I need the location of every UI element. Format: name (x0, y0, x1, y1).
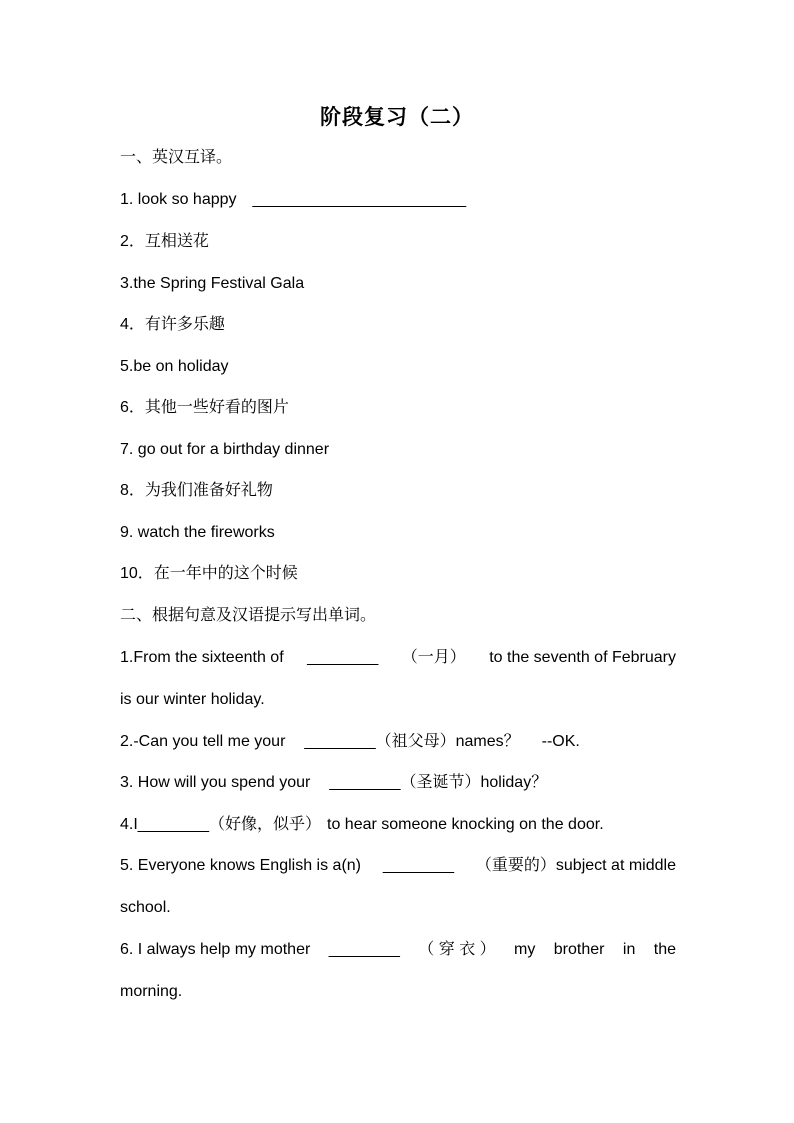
item-1-text: 1. look so happy (120, 191, 237, 208)
q1-text-a: 1.From the sixteenth of (120, 649, 284, 666)
q6-word-3: in (622, 941, 636, 958)
list-item: 9. watch the fireworks (120, 524, 275, 541)
list-item: 10．在一年中的这个时候 (120, 565, 298, 582)
answer-blank: ________ (328, 941, 400, 958)
q2-hint: （祖父母）names？ (375, 733, 520, 750)
q6-word-1: my (514, 941, 536, 958)
q2-text-a: 2.-Can you tell me your (120, 733, 286, 750)
list-item: 5.be on holiday (120, 358, 229, 375)
question-5-line-2: school. (120, 899, 171, 916)
q4-text-b: to hear someone knocking on the door. (327, 816, 604, 833)
q6-hint: （ 穿 衣 ） (418, 941, 496, 958)
answer-blank: ________________________ (252, 191, 467, 208)
q6-word-2: brother (553, 941, 605, 958)
q5-hint: （重要的）subject at middle (475, 857, 676, 874)
q2-text-b: --OK. (541, 733, 580, 750)
q3-hint: （圣诞节）holiday？ (400, 774, 548, 791)
question-2 (120, 730, 676, 754)
list-item: 8．为我们准备好礼物 (120, 482, 273, 499)
question-6-line-2: morning. (120, 983, 183, 1000)
answer-blank: ________ (329, 774, 401, 791)
question-4 (120, 813, 676, 837)
list-item: 3.the Spring Festival Gala (120, 275, 305, 292)
question-5-line-1 (120, 854, 676, 878)
answer-blank: ________ (382, 857, 455, 874)
q4-hint: （好像，似乎） (208, 816, 321, 833)
q4-text-a: 4.I________ (120, 816, 209, 833)
q1-hint: （一月） (401, 649, 466, 666)
q6-text-a: 6. I always help my mother (120, 941, 311, 958)
list-item: 2．互相送花 (120, 233, 209, 250)
answer-blank: ________ (307, 649, 379, 666)
q3-text-a: 3. How will you spend your (120, 774, 311, 791)
answer-blank: ________ (304, 733, 376, 750)
page-title: 阶段复习（二） (320, 104, 474, 129)
list-item: 7. go out for a birthday dinner (120, 441, 330, 458)
question-6-line-1 (120, 938, 676, 962)
q6-word-4: the (653, 941, 676, 958)
list-item: 6．其他一些好看的图片 (120, 399, 289, 416)
section-2-heading: 二、根据句意及汉语提示写出单词。 (120, 607, 377, 624)
section-1-heading: 一、英汉互译。 (120, 149, 233, 166)
q1-text-b: to the seventh of February (489, 649, 676, 666)
q5-text-a: 5. Everyone knows English is a(n) (120, 857, 361, 874)
question-1-line-1 (120, 646, 676, 670)
list-item (120, 188, 676, 212)
question-1-line-2: is our winter holiday. (120, 691, 265, 708)
list-item: 4．有许多乐趣 (120, 316, 225, 333)
question-3 (120, 771, 676, 795)
